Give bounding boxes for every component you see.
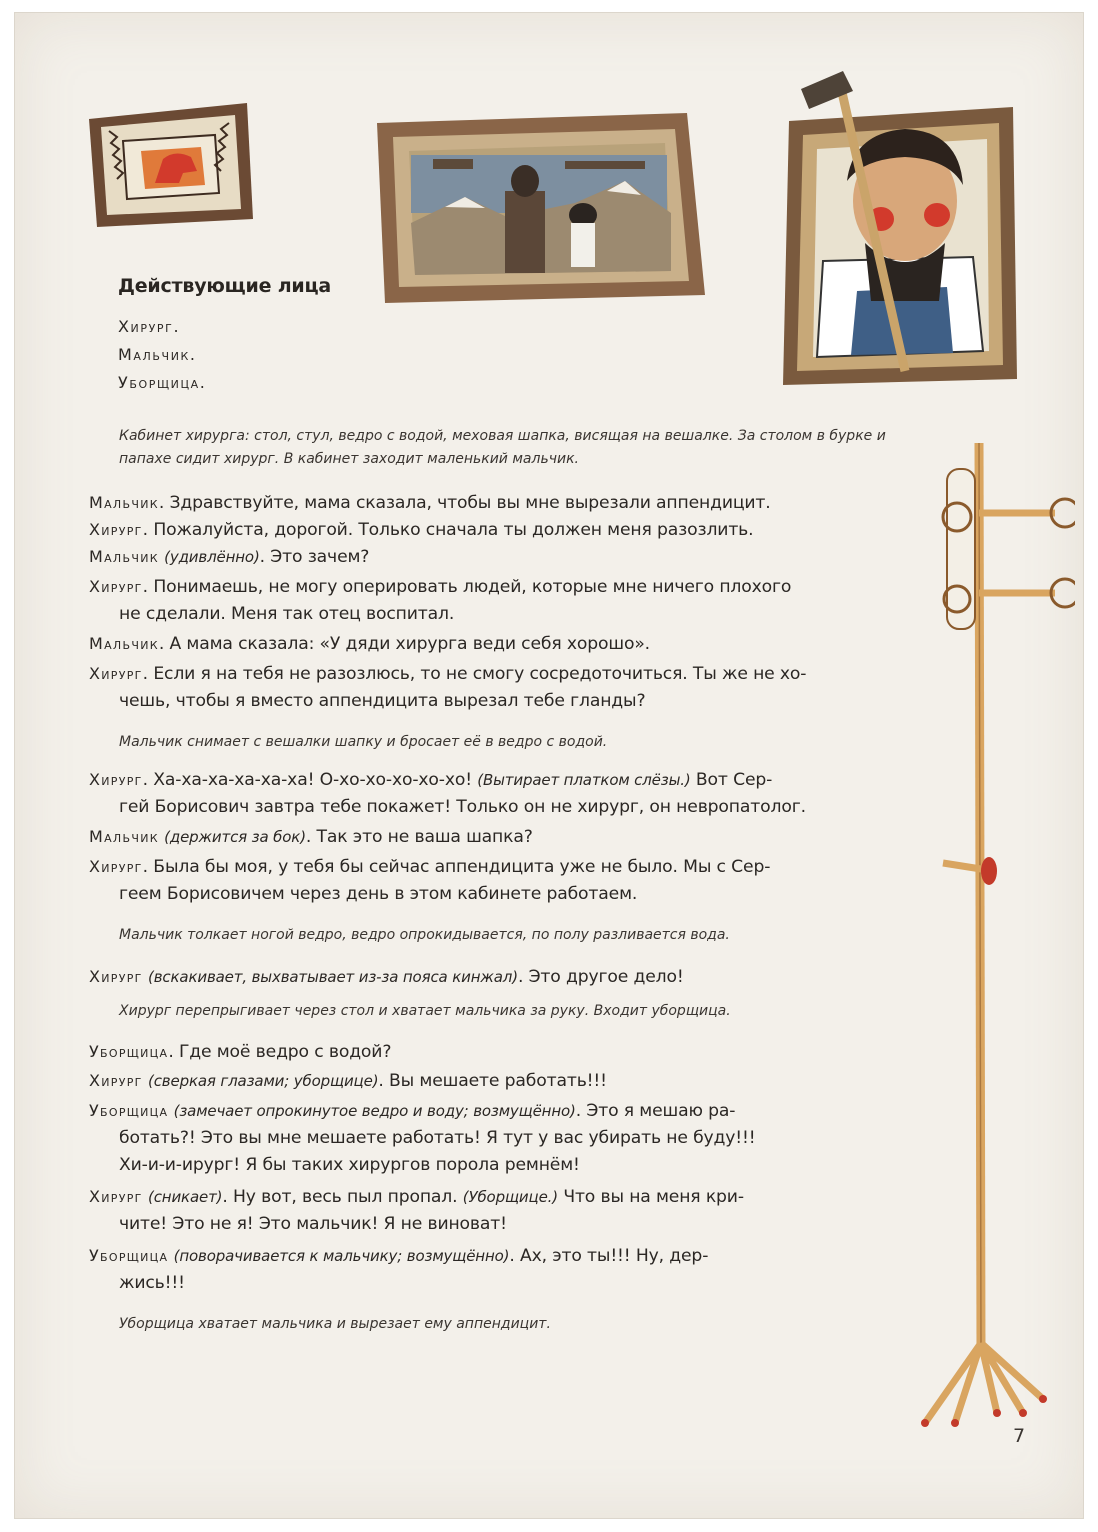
speaker-name: Хирург bbox=[89, 577, 143, 596]
speaker-name: Мальчик bbox=[89, 827, 159, 846]
dialogue-line: Хирург (вскакивает, выхватывает из-за пояса кинжал). Это другое дело! bbox=[89, 967, 684, 987]
dialogue-line: Хирург. Понимаешь, не могу оперировать людей, которые мне ничего плохого не сделали. Меня так отец воспитал. bbox=[89, 573, 919, 628]
dialogue-line: Хирург. Если я на тебя не разозлюсь, то не смогу сосредоточиться. Ты же не хо- чешь, чтобы я вместо аппендицита вырезал тебе гланды? bbox=[89, 660, 919, 715]
speech-continuation: жись!!! bbox=[119, 1273, 185, 1293]
speech-continuation: геем Борисовичем через день в этом кабинете работаем. bbox=[119, 884, 638, 904]
stage-note: Мальчик снимает с вешалки шапку и бросает её в ведро с водой. bbox=[119, 734, 608, 750]
cast-list bbox=[118, 313, 206, 397]
dialogue-line: Уборщица (поворачивается к мальчику; возмущённо). Ах, это ты!!! Ну, дер- жись!!! bbox=[89, 1242, 919, 1297]
speech-continuation: гей Борисович завтра тебе покажет! Только он не хирург, он невропатолог. bbox=[119, 797, 806, 817]
speech-continuation: чите! Это не я! Это мальчик! Я не виноват! bbox=[119, 1214, 507, 1234]
stage-direction: (сникает) bbox=[148, 1188, 223, 1206]
book-page bbox=[14, 12, 1084, 1519]
speaker-name: Мальчик bbox=[89, 634, 159, 653]
speaker-name: Уборщица bbox=[89, 1042, 169, 1061]
cast-item: Хирург. bbox=[118, 317, 181, 336]
dialogue-line: Хирург. Была бы моя, у тебя бы сейчас аппендицита уже не было. Мы с Сер- геем Борисовичем через день в этом кабинете работаем. bbox=[89, 853, 919, 908]
cast-item: Уборщица. bbox=[118, 373, 207, 392]
speaker-name: Уборщица bbox=[89, 1101, 169, 1120]
dialogue-line: Мальчик (удивлённо). Это зачем? bbox=[89, 547, 370, 567]
stage-note: Уборщица хватает мальчика и вырезает ему аппендицит. bbox=[119, 1316, 551, 1332]
speaker-name: Хирург bbox=[89, 664, 143, 683]
speaker-name: Мальчик bbox=[89, 493, 159, 512]
speaker-name: Уборщица bbox=[89, 1246, 169, 1265]
dialogue-line: Хирург. Пожалуйста, дорогой. Только сначала ты должен меня разозлить. bbox=[89, 520, 754, 540]
speaker-name: Хирург bbox=[89, 1187, 143, 1206]
stage-direction: (сверкая глазами; уборщице) bbox=[148, 1072, 379, 1090]
dialogue-line: Мальчик (держится за бок). Так это не ваша шапка? bbox=[89, 827, 533, 847]
stage-direction: (Уборщице.) bbox=[462, 1188, 558, 1206]
speech-continuation: чешь, чтобы я вместо аппендицита вырезал тебе гланды? bbox=[119, 691, 646, 711]
framed-portrait-with-mop bbox=[777, 61, 1027, 391]
speech: Это зачем? bbox=[270, 547, 370, 567]
stage-note: Хирург перепрыгивает через стол и хватает мальчика за руку. Входит уборщица. bbox=[119, 1003, 731, 1019]
cast-item: Мальчик. bbox=[118, 345, 197, 364]
speaker-name: Хирург bbox=[89, 770, 143, 789]
speaker-name: Мальчик bbox=[89, 547, 159, 566]
speech-continuation: ботать?! Это вы мне мешаете работать! Я тут у вас убирать не буду!!! bbox=[119, 1128, 756, 1148]
speech: Пожалуйста, дорогой. Только сначала ты должен меня разозлить. bbox=[153, 520, 754, 540]
framed-horse-picture bbox=[83, 101, 258, 231]
dialogue-line: Мальчик. А мама сказала: «У дяди хирурга веди себя хорошо». bbox=[89, 634, 650, 654]
speaker-name: Хирург bbox=[89, 967, 143, 986]
dialogue-line: Мальчик. Здравствуйте, мама сказала, чтобы вы мне вырезали аппендицит. bbox=[89, 493, 771, 513]
speech-continuation: не сделали. Меня так отец воспитал. bbox=[119, 604, 455, 624]
speaker-name: Хирург bbox=[89, 857, 143, 876]
stage-direction: (Вытирает платком слёзы.) bbox=[477, 771, 691, 789]
speech-continuation: Хи-и-и-ирург! Я бы таких хирургов порола ремнём! bbox=[119, 1155, 580, 1175]
dialogue-line: Уборщица (замечает опрокинутое ведро и воду; возмущённо). Это я мешаю ра- ботать?! Это вы мне мешаете работать! Я тут у вас убирать не буду!!! Хи-и-и-ирург! Я бы таких хирургов порола ремнём! bbox=[89, 1097, 919, 1179]
speech: А мама сказала: «У дяди хирурга веди себя хорошо». bbox=[169, 634, 650, 654]
stage-direction: (вскакивает, выхватывает из-за пояса кинжал) bbox=[148, 968, 518, 986]
stage-direction: (удивлённо) bbox=[164, 548, 260, 566]
dialogue-line: Уборщица. Где моё ведро с водой? bbox=[89, 1042, 392, 1062]
coat-rack-illustration bbox=[915, 423, 1075, 1433]
stage-note: Мальчик толкает ногой ведро, ведро опрокидывается, по полу разливается вода. bbox=[119, 927, 730, 943]
framed-landscape-picture bbox=[375, 111, 710, 311]
speech: Понимаешь, не могу оперировать людей, которые мне ничего плохого bbox=[153, 577, 792, 597]
stage-direction: (замечает опрокинутое ведро и воду; возмущённо) bbox=[173, 1102, 576, 1120]
dialogue-line: Хирург. Ха-ха-ха-ха-ха-ха! О-хо-хо-хо-хо-хо! (Вытирает платком слёзы.) Вот Сер- гей Борисович завтра тебе покажет! Только он не хирург, он невропатолог. bbox=[89, 766, 919, 821]
setting-note: Кабинет хирурга: стол, стул, ведро с водой, меховая шапка, висящая на вешалке. За столом в бурке и папахе сидит хирург. В кабинет заходит маленький мальчик. bbox=[119, 428, 886, 467]
dialogue-line: Хирург (сверкая глазами; уборщице). Вы мешаете работать!!! bbox=[89, 1071, 607, 1091]
stage-direction: (держится за бок) bbox=[164, 828, 306, 846]
page-number: 7 bbox=[1013, 1425, 1026, 1447]
speaker-name: Хирург bbox=[89, 1071, 143, 1090]
stage-direction: (поворачивается к мальчику; возмущённо) bbox=[173, 1247, 510, 1265]
speech: Здравствуйте, мама сказала, чтобы вы мне вырезали аппендицит. bbox=[169, 493, 771, 513]
cast-heading: Действующие лица bbox=[118, 275, 332, 297]
dialogue-line: Хирург (сникает). Ну вот, весь пыл пропал. (Уборщице.) Что вы на меня кри- чите! Это не я! Это мальчик! Я не виноват! bbox=[89, 1183, 919, 1238]
speech: Если я на тебя не разозлюсь, то не смогу сосредоточиться. Ты же не хо- bbox=[153, 664, 807, 684]
speaker-name: Хирург bbox=[89, 520, 143, 539]
